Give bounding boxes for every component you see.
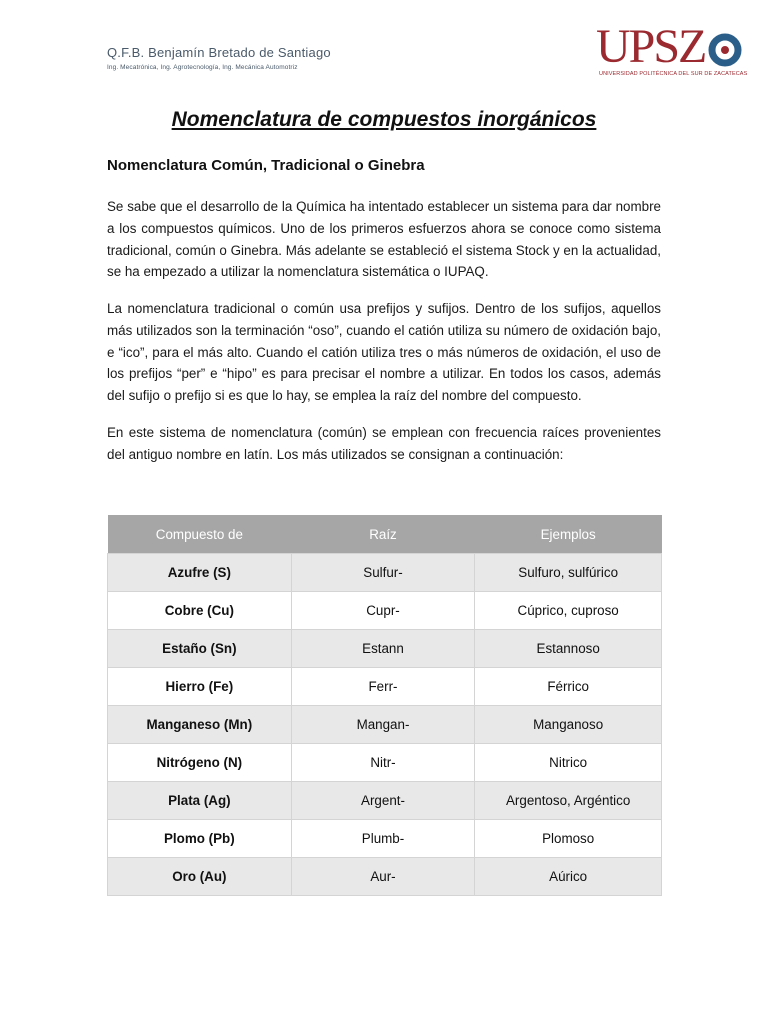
table-row xyxy=(108,668,662,706)
root-cell: Argent- xyxy=(291,782,475,820)
table-row xyxy=(108,744,662,782)
logo-ring-icon xyxy=(708,33,742,67)
paragraph-prefixes-suffixes: La nomenclatura tradicional o común usa prefijos y sufijos. Dentro de los sufijos, aquellos más utilizados son la terminación “oso”, cuando el catión utiliza su número de oxidación bajo, e “ico”, para el más alto. Cuando el catión utiliza tres o más números de oxidación, el uso de los prefijos “per” e “hipo” es para precisar el nombre a utilizar. En todos los casos, además del sufijo o prefijo si es que lo hay, se emplea la raíz del nombre del compuesto. xyxy=(107,301,661,404)
table-row xyxy=(108,820,662,858)
root-cell: Aur- xyxy=(291,858,475,896)
root-cell: Mangan- xyxy=(291,706,475,744)
table-header-row xyxy=(108,515,662,554)
column-header-compound: Compuesto de xyxy=(108,515,292,554)
table-row xyxy=(108,706,662,744)
table-row xyxy=(108,630,662,668)
table-row xyxy=(108,782,662,820)
logo-wordmark: UPSZ xyxy=(596,20,706,73)
examples-cell: Argentoso, Argéntico xyxy=(475,782,662,820)
document-header xyxy=(107,45,331,71)
examples-cell: Sulfuro, sulfúrico xyxy=(475,554,662,592)
paragraph-latin-roots: En este sistema de nomenclatura (común) se emplean con frecuencia raíces provenientes del antiguo nombre en latín. Los más utilizados se consignan a continuación: xyxy=(107,425,661,462)
examples-cell: Aúrico xyxy=(475,858,662,896)
compound-cell: Plata (Ag) xyxy=(108,782,292,820)
compound-cell: Manganeso (Mn) xyxy=(108,706,292,744)
column-header-examples: Ejemplos xyxy=(475,515,662,554)
logo-subtitle: UNIVERSIDAD POLITÉCNICA DEL SUR DE ZACATECAS xyxy=(599,71,748,77)
compound-cell: Azufre (S) xyxy=(108,554,292,592)
author-name: Q.F.B. Benjamín Bretado de Santiago xyxy=(107,45,331,60)
compound-cell: Hierro (Fe) xyxy=(108,668,292,706)
compound-cell: Oro (Au) xyxy=(108,858,292,896)
examples-cell: Plomoso xyxy=(475,820,662,858)
paragraph-intro: Se sabe que el desarrollo de la Química ha intentado establecer un sistema para dar nombre a los compuestos químicos. Uno de los primeros esfuerzos ahora se conoce como sistema tradicional, común o Ginebra. Más adelante se estableció el sistema Stock y en la actualidad, se ha empezado a utilizar la nomenclatura sistemática o IUPAQ. xyxy=(107,199,661,280)
document-title: Nomenclatura de compuestos inorgánicos xyxy=(171,108,597,131)
examples-cell: Manganoso xyxy=(475,706,662,744)
examples-cell: Férrico xyxy=(475,668,662,706)
root-cell: Nitr- xyxy=(291,744,475,782)
root-cell: Estann xyxy=(291,630,475,668)
compound-cell: Nitrógeno (N) xyxy=(108,744,292,782)
table-row xyxy=(108,554,662,592)
compound-cell: Estaño (Sn) xyxy=(108,630,292,668)
column-header-root: Raíz xyxy=(291,515,475,554)
university-logo xyxy=(596,20,748,82)
root-cell: Sulfur- xyxy=(291,554,475,592)
root-cell: Ferr- xyxy=(291,668,475,706)
root-cell: Plumb- xyxy=(291,820,475,858)
careers-line: Ing. Mecatrónica, Ing. Agrotecnología, Ing. Mecánica Automotriz xyxy=(107,64,298,71)
examples-cell: Nitrico xyxy=(475,744,662,782)
compound-cell: Plomo (Pb) xyxy=(108,820,292,858)
table-row xyxy=(108,858,662,896)
latin-roots-table xyxy=(107,515,662,896)
examples-cell: Cúprico, cuproso xyxy=(475,592,662,630)
compound-cell: Cobre (Cu) xyxy=(108,592,292,630)
root-cell: Cupr- xyxy=(291,592,475,630)
table-row xyxy=(108,592,662,630)
section-title: Nomenclatura Común, Tradicional o Ginebra xyxy=(107,157,425,174)
examples-cell: Estannoso xyxy=(475,630,662,668)
